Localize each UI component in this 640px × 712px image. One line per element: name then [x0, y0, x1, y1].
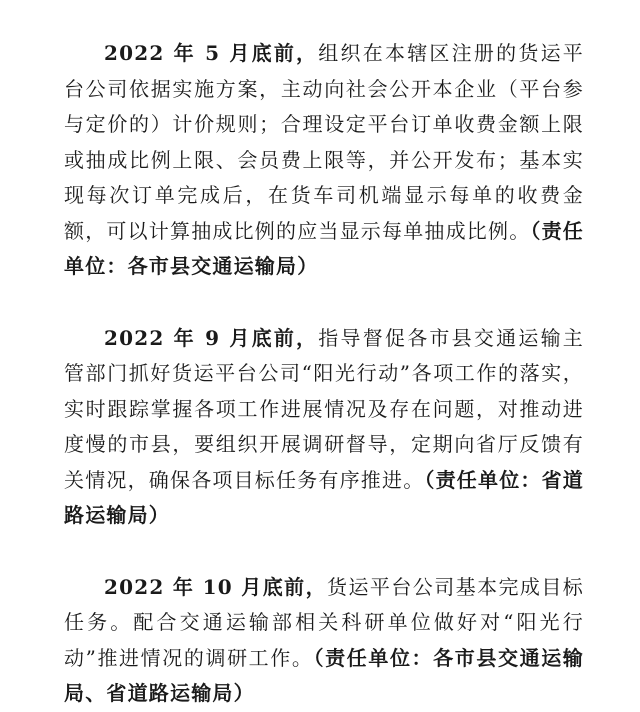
deadline-lead: 2022 年 10 月底前，: [104, 574, 328, 599]
responsibility-unit: （责任单位：省道路运输局）: [64, 467, 585, 527]
deadline-lead: 2022 年 5 月底前，: [104, 41, 319, 65]
responsibility-unit: （责任单位：各市县交通运输局、省道路运输局）: [64, 645, 584, 705]
deadline-lead: 2022 年 9 月底前，: [104, 325, 319, 350]
paragraph-september: [64, 321, 584, 534]
document-page: [64, 36, 584, 712]
paragraph-may: [64, 36, 584, 285]
paragraph-body: 指导督促各市县交通运输主管部门抓好货运平台公司“阳光行动”各项工作的落实，实时跟踪掌握各项工作进展情况及存在问题，对推动进度慢的市县，要组织开展调研督导，定期向省厅反馈有关情况，确保各项目标任务有序推进。: [64, 325, 584, 492]
responsibility-unit: （责任单位：各市县交通运输局）: [64, 218, 585, 278]
paragraph-october: [64, 570, 584, 712]
paragraph-body: 组织在本辖区注册的货运平台公司依据实施方案，主动向社会公开本企业（平台参与定价的）计价规则；合理设定平台订单收费金额上限或抽成比例上限、会员费上限等，并公开发布；基本实现每次订单完成后，在货车司机端显示每单的收费金额，可以计算抽成比例的应当显示每单抽成比例。: [64, 41, 584, 243]
paragraph-body: 货运平台公司基本完成目标任务。配合交通运输部相关科研单位做好对“阳光行动”推进情况的调研工作。: [64, 574, 584, 670]
